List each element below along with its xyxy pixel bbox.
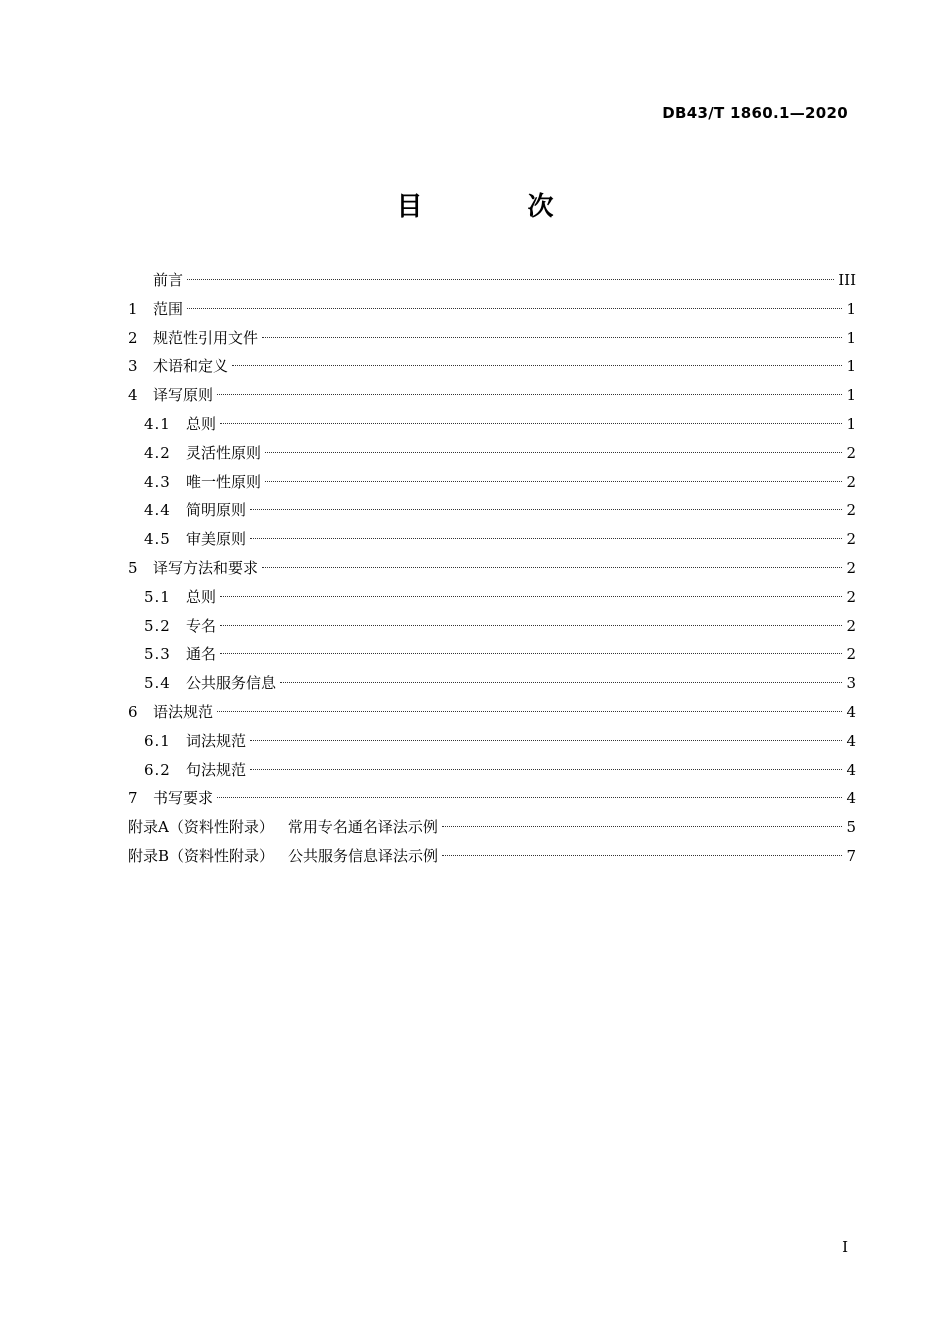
toc-entry-page: 1	[846, 414, 856, 433]
toc-entry-page: 2	[846, 616, 856, 635]
toc-entry-page: 2	[846, 587, 856, 606]
page-number: I	[842, 1238, 848, 1256]
toc-entry-number: 5.1	[144, 587, 171, 606]
toc-leader-dots	[262, 337, 842, 338]
toc-entry-label: 唯一性原则	[186, 472, 262, 491]
toc-leader-dots	[217, 797, 842, 798]
toc-entry-page: III	[838, 271, 856, 289]
toc-entry-label: 总则	[186, 587, 217, 606]
toc-entry-19[interactable]	[128, 813, 856, 842]
toc-leader-dots	[280, 682, 842, 683]
toc-leader-dots	[220, 653, 842, 654]
toc-leader-dots	[265, 481, 842, 482]
toc-entry-label: 公共服务信息	[186, 674, 277, 693]
toc-entry-page: 4	[846, 731, 856, 750]
table-of-contents	[128, 266, 856, 871]
toc-entry-number: 5	[128, 558, 138, 577]
toc-entry-page: 3	[846, 674, 856, 693]
toc-entry-label: 总则	[186, 414, 217, 433]
toc-entry-8[interactable]	[128, 496, 856, 525]
toc-entry-page: 4	[846, 702, 856, 721]
toc-leader-dots	[220, 625, 842, 626]
toc-leader-dots	[250, 538, 842, 539]
toc-entry-page: 7	[846, 846, 856, 865]
toc-entry-label: 范围	[153, 299, 184, 318]
toc-entry-page: 1	[846, 328, 856, 347]
toc-entry-14[interactable]	[128, 669, 856, 698]
toc-entry-page: 2	[846, 645, 856, 664]
toc-entry-number: 4.2	[144, 443, 171, 462]
toc-entry-18[interactable]	[128, 784, 856, 813]
toc-entry-2[interactable]	[128, 324, 856, 353]
toc-entry-label: 通名	[186, 645, 217, 664]
toc-entry-number: 4.3	[144, 472, 171, 491]
toc-entry-label: 词法规范	[186, 731, 247, 750]
toc-entry-page: 5	[846, 818, 856, 837]
toc-entry-number: 2	[128, 328, 138, 347]
toc-entry-13[interactable]	[128, 640, 856, 669]
toc-entry-1[interactable]	[128, 295, 856, 324]
toc-entry-page: 2	[846, 472, 856, 491]
toc-entry-5[interactable]	[128, 410, 856, 439]
toc-entry-page: 2	[846, 501, 856, 520]
toc-leader-dots	[217, 711, 842, 712]
toc-entry-16[interactable]	[128, 727, 856, 756]
toc-leader-dots	[187, 279, 834, 280]
toc-entry-page: 1	[846, 299, 856, 318]
toc-entry-4[interactable]	[128, 381, 856, 410]
toc-entry-0[interactable]	[128, 266, 856, 295]
toc-entry-page: 1	[846, 386, 856, 405]
toc-entry-6[interactable]	[128, 439, 856, 468]
document-code: DB43/T 1860.1—2020	[662, 104, 848, 122]
toc-entry-12[interactable]	[128, 612, 856, 641]
toc-entry-number: 4.4	[144, 501, 171, 520]
toc-entry-number: 5.2	[144, 616, 171, 635]
toc-entry-label: 规范性引用文件	[153, 328, 259, 347]
toc-entry-label: 灵活性原则	[186, 443, 262, 462]
toc-entry-20[interactable]	[128, 842, 856, 871]
toc-entry-label: 译写方法和要求	[153, 558, 259, 577]
toc-entry-number: 附录A（资料性附录）	[128, 818, 274, 837]
toc-entry-page: 4	[846, 789, 856, 808]
toc-entry-7[interactable]	[128, 468, 856, 497]
toc-entry-label: 专名	[186, 616, 217, 635]
toc-entry-17[interactable]	[128, 756, 856, 785]
toc-leader-dots	[250, 740, 842, 741]
toc-entry-label: 简明原则	[186, 501, 247, 520]
toc-entry-label: 审美原则	[186, 530, 247, 549]
toc-leader-dots	[187, 308, 842, 309]
toc-entry-label: 常用专名通名译法示例	[287, 818, 438, 837]
toc-entry-page: 2	[846, 443, 856, 462]
toc-entry-page: 1	[846, 357, 856, 376]
toc-entry-number: 4.1	[144, 414, 171, 433]
toc-leader-dots	[442, 855, 842, 856]
toc-entry-label: 句法规范	[186, 760, 247, 779]
toc-entry-page: 4	[846, 760, 856, 779]
toc-entry-number: 1	[128, 299, 138, 318]
toc-leader-dots	[250, 769, 842, 770]
toc-entry-label: 术语和定义	[153, 357, 229, 376]
toc-entry-11[interactable]	[128, 583, 856, 612]
toc-entry-label: 书写要求	[153, 789, 214, 808]
toc-entry-page: 2	[846, 558, 856, 577]
toc-leader-dots	[220, 423, 842, 424]
toc-entry-number: 6.2	[144, 760, 171, 779]
toc-entry-label: 译写原则	[153, 386, 214, 405]
toc-leader-dots	[217, 394, 842, 395]
toc-entry-15[interactable]	[128, 698, 856, 727]
toc-entry-number: 4	[128, 386, 138, 405]
page-title: 目 次	[396, 192, 602, 222]
toc-leader-dots	[232, 365, 842, 366]
toc-entry-number: 6	[128, 702, 138, 721]
toc-entry-number: 5.4	[144, 674, 171, 693]
toc-entry-10[interactable]	[128, 554, 856, 583]
toc-entry-number: 7	[128, 789, 138, 808]
toc-entry-number: 6.1	[144, 731, 171, 750]
toc-entry-number: 5.3	[144, 645, 171, 664]
toc-entry-label: 公共服务信息译法示例	[288, 846, 439, 865]
toc-entry-number: 4.5	[144, 530, 171, 549]
toc-leader-dots	[262, 567, 842, 568]
toc-leader-dots	[250, 509, 842, 510]
toc-leader-dots	[265, 452, 842, 453]
toc-entry-9[interactable]	[128, 525, 856, 554]
toc-leader-dots	[220, 596, 842, 597]
toc-entry-label: 前言	[153, 271, 184, 289]
toc-entry-number: 附录B（资料性附录）	[128, 846, 275, 865]
toc-entry-number: 3	[128, 357, 138, 376]
toc-entry-page: 2	[846, 530, 856, 549]
toc-leader-dots	[442, 826, 842, 827]
toc-entry-label: 语法规范	[153, 702, 214, 721]
toc-entry-3[interactable]	[128, 352, 856, 381]
